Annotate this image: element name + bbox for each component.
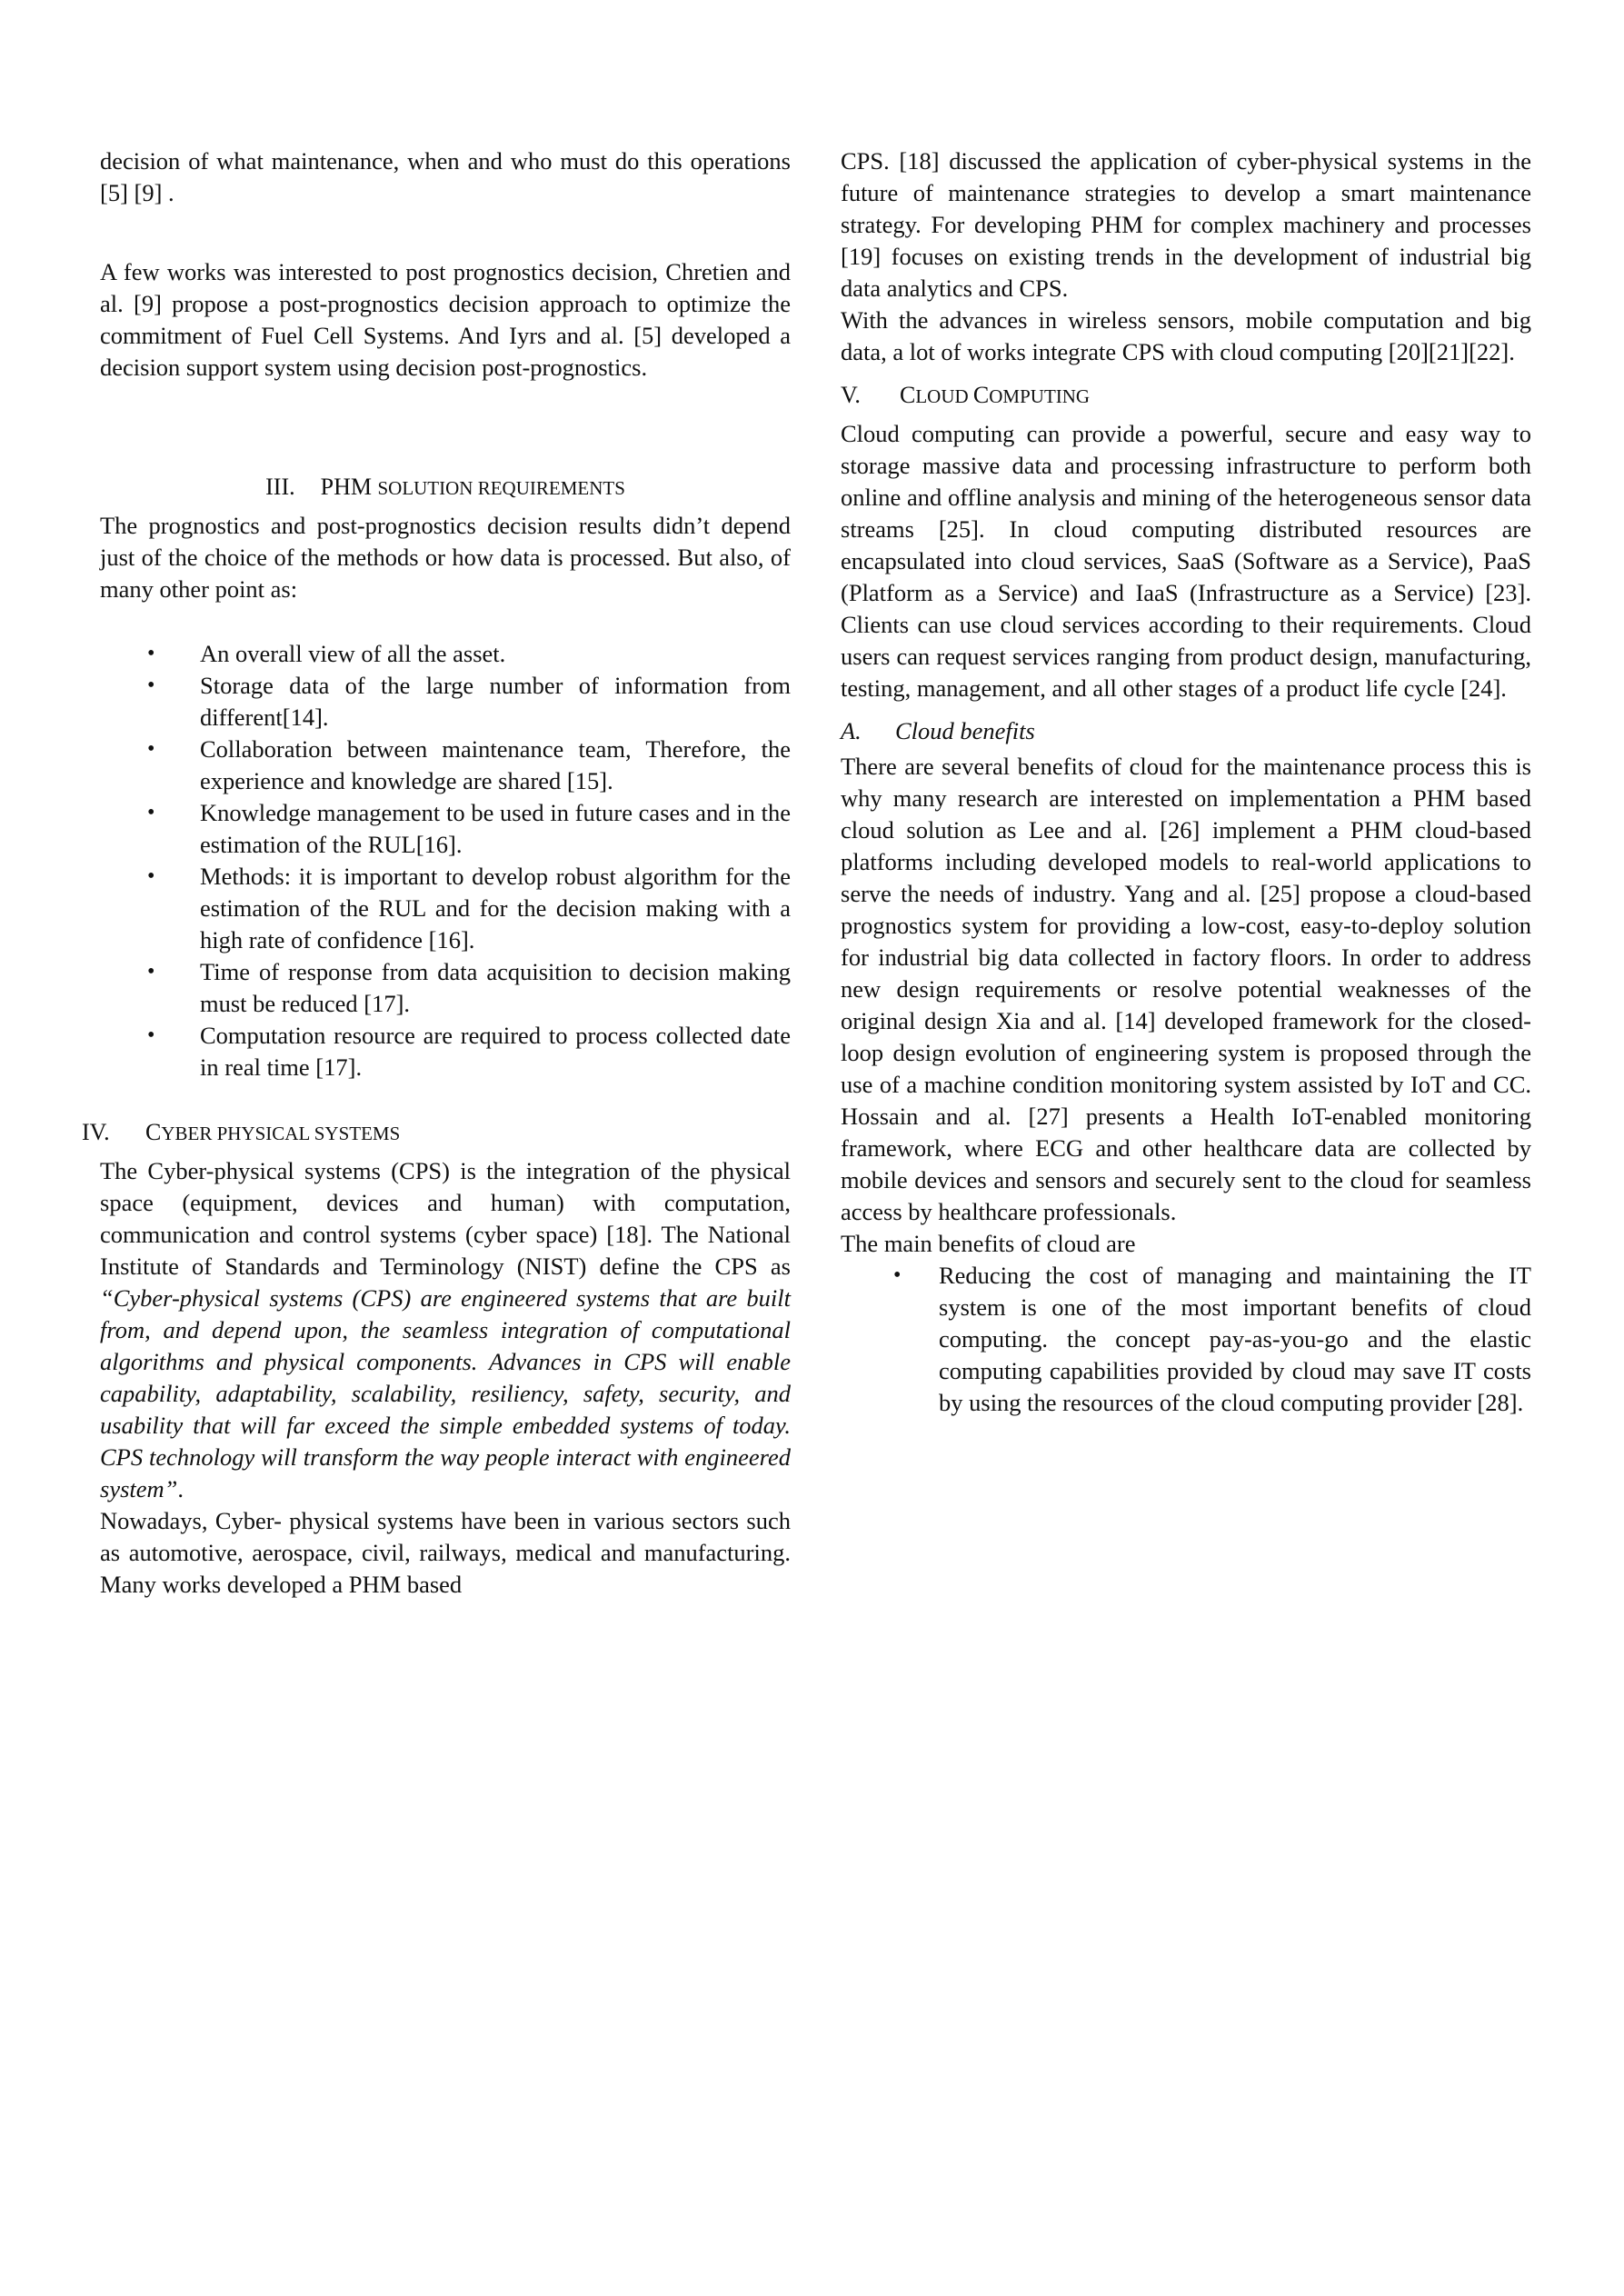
subsection-a-paragraph: There are several benefits of cloud for the maintenance process this is why many research are interested on implementation a PHM based cloud solution as Lee and al. [26] implement a PHM cloud-based platforms including developed models to real-world applications to serve the needs of industry. Yang and al. [25] propose a cloud-based prognostics system for providing a low-cost, easy-to-deploy solution for industrial big data collected in factory floors. In order to address new design requirements or resolve potential weaknesses of the original design Xia and al. [14] developed framework for the closed-loop design evolution of engineering system is proposed through the use of a machine condition monitoring system assisted by IoT and CC. Hossain and al. [27] presents a Health IoT-enabled monitoring framework, where ECG and other healthcare data are collected by mobile devices and sensors and securely sent to the cloud for seamless access by healthcare professionals. <box>841 753 1531 1225</box>
bullet-icon: • <box>147 801 155 824</box>
section-4-paragraph-2: Nowadays, Cyber- physical systems have been in various sectors such as automotive, aerospace, civil, railways, medical and manufacturing. Many works developed a PHM based <box>100 1507 791 1598</box>
nist-quote: “Cyber-physical systems (CPS) are engineered systems that are built from, and depend upon, the seamless integration of computational algorithms and physical components. Advances in CPS will enable capability, adaptability, scalability, resiliency, safety, security, and usability that will far exceed the simple embedded systems of today. CPS technology will transform the way people interact with engineered system” <box>100 1284 791 1502</box>
bullet-icon: • <box>147 1023 155 1047</box>
list-item: • Storage data of the large number of information from different[14]. <box>147 672 791 731</box>
right-column <box>841 145 1531 1419</box>
subsection-a-number: A. <box>841 717 862 744</box>
subsection-a-heading <box>841 715 1531 747</box>
left-column <box>82 145 791 1601</box>
section-3-title-small: SOLUTION REQUIREMENTS <box>377 477 625 499</box>
cps-continued-paragraph: CPS. [18] discussed the application of cyber-physical systems in the future of maintenance strategies to develop a smart maintenance strategy. For developing PHM for complex machinery and processes [19] focuses on existing trends in the development of industrial big data analytics and CPS. <box>841 147 1531 302</box>
post-prognostics-paragraph: A few works was interested to post prognostics decision, Chretien and al. [9] propose a post-prognostics decision approach to optimize the commitment of Fuel Cell Systems. And Iyrs and al. [5] developed a decision support system using decision post-prognostics. <box>100 258 791 381</box>
section-5-number: V. <box>841 382 861 408</box>
section-3-heading <box>100 471 791 504</box>
cps-cloud-paragraph: With the advances in wireless sensors, mobile computation and big data, a lot of works integrate CPS with cloud computing [20][21][22]. <box>841 306 1531 365</box>
bullet-icon: • <box>147 960 155 983</box>
list-item: • Computation resource are required to process collected date in real time [17]. <box>147 1022 791 1081</box>
section-4-number: IV. <box>82 1119 110 1145</box>
requirements-list <box>100 638 791 1083</box>
section-4-paragraph: The Cyber-physical systems (CPS) is the integration of the physical space (equipment, devices and human) with computation, communication and control systems (cyber space) [18]. The National Institute of Standards and Terminology (NIST) define the CPS as “Cyber-physical systems (CPS) are engineered systems that are built from, and depend upon, the seamless integration of computational algorithms and physical components. Advances in CPS will enable capability, adaptability, scalability, resiliency, safety, security, and usability that will far exceed the simple embedded systems of today. CPS technology will transform the way people interact with engineered system”. <box>100 1157 791 1502</box>
benefits-intro: The main benefits of cloud are <box>841 1230 1136 1257</box>
list-item: • Methods: it is important to develop robust algorithm for the estimation of the RUL and for the decision making with a high rate of confidence [16]. <box>147 863 791 953</box>
benefits-list <box>841 1260 1531 1419</box>
list-item: • An overall view of all the asset. <box>100 638 791 670</box>
section-5-heading: V. CLOUD COMPUTING <box>841 379 1531 413</box>
section-3-number: III. <box>265 474 295 500</box>
section-3-paragraph: The prognostics and post-prognostics decision results didn’t depend just of the choice of the methods or how data is processed. But also, of many other point as: <box>100 512 791 603</box>
section-4-title-cap: C <box>145 1119 162 1145</box>
list-item: • Time of response from data acquisition to decision making must be reduced [17]. <box>147 958 791 1017</box>
intro-paragraph: decision of what maintenance, when and who must do this operations [5] [9] . <box>100 147 791 206</box>
section-4-heading <box>82 1116 791 1150</box>
section-4-title-small: YBER PHYSICAL SYSTEMS <box>161 1123 401 1144</box>
bullet-icon: • <box>147 674 155 697</box>
bullet-icon: • <box>147 864 155 888</box>
bullet-icon: • <box>893 1263 902 1287</box>
bullet-icon: • <box>147 737 155 761</box>
subsection-a-title: Cloud benefits <box>895 717 1035 744</box>
section-3-title-main: PHM <box>320 474 378 500</box>
bullet-icon: • <box>147 642 155 665</box>
section-5-paragraph: Cloud computing can provide a powerful, secure and easy way to storage massive data and processing infrastructure to perform both online and offline analysis and mining of the heterogeneous sensor data streams [25]. In cloud computing distributed resources are encapsulated into cloud services, SaaS (Software as a Service), PaaS (Platform as a Service) and IaaS (Infrastructure as a Service) [23]. Clients can use cloud services according to their requirements. Cloud users can request services ranging from product design, manufacturing, testing, management, and all other stages of a product life cycle [24]. <box>841 420 1531 702</box>
list-item: • Reducing the cost of managing and maintaining the IT system is one of the most important benefits of cloud computing. the concept pay-as-you-go and the elastic computing capabilities provided by cloud may save IT costs by using the resources of the cloud computing provider [28]. <box>893 1262 1531 1416</box>
list-item: • Knowledge management to be used in future cases and in the estimation of the RUL[16]. <box>147 799 791 858</box>
list-item: • Collaboration between maintenance team, Therefore, the experience and knowledge are shared [15]. <box>147 735 791 794</box>
